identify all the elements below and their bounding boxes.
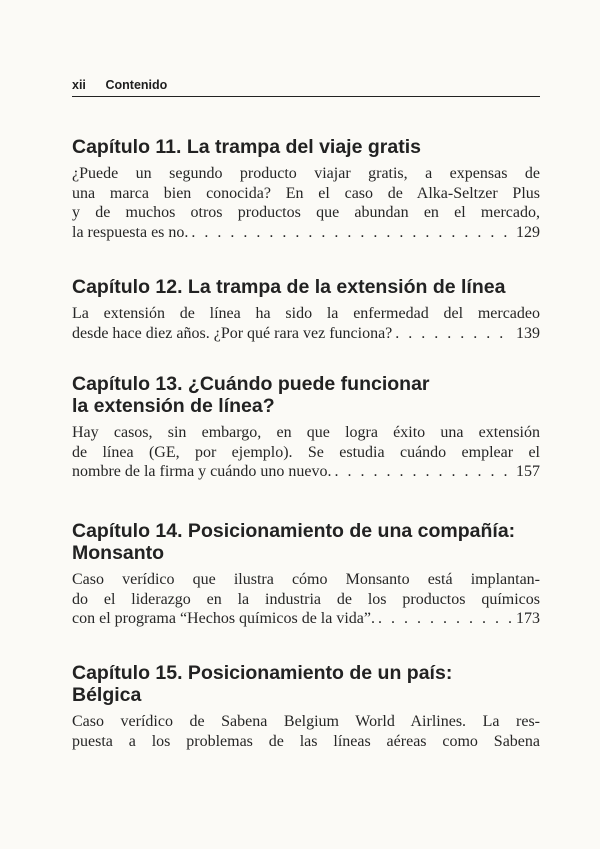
toc-entry-chapter-11 bbox=[72, 136, 540, 242]
page-number: 173 bbox=[516, 610, 540, 627]
chapter-title: Capítulo 12. La trampa de la extensión de línea bbox=[72, 276, 506, 298]
chapter-title-line: la extensión de línea? bbox=[72, 395, 275, 417]
page-number: 139 bbox=[516, 324, 540, 342]
chapter-title-line: Monsanto bbox=[72, 542, 165, 564]
chapter-summary bbox=[72, 712, 540, 751]
summary-last-line: desde hace diez años. ¿Por qué rara vez funciona? bbox=[72, 324, 393, 342]
chapter-title-line: Capítulo 13. ¿Cuándo puede funcionar bbox=[72, 373, 430, 395]
summary-line: Hay casos, sin embargo, en que logra éxito una extensión bbox=[72, 424, 540, 441]
chapter-title-line: Capítulo 14. Posicionamiento de una compañía: bbox=[72, 520, 516, 542]
chapter-title: Capítulo 11. La trampa del viaje gratis bbox=[72, 136, 421, 158]
chapter-title-line: Capítulo 15. Posicionamiento de un país: bbox=[72, 662, 453, 684]
summary-leader-line bbox=[72, 462, 540, 482]
toc-entry-chapter-13 bbox=[72, 373, 540, 482]
chapter-summary bbox=[72, 304, 540, 343]
running-head bbox=[72, 78, 540, 97]
running-head-title: Contenido bbox=[105, 78, 168, 92]
summary-last-line: la respuesta es no. bbox=[72, 223, 189, 241]
chapter-title bbox=[72, 373, 540, 417]
summary-line: y de muchos otros productos que abundan en el mercado, bbox=[72, 204, 540, 221]
summary-line: de línea (GE, por ejemplo). Se estudia cuándo emplear el bbox=[72, 443, 540, 461]
chapter-title bbox=[72, 662, 540, 706]
summary-line: do el liderazgo en la industria de los productos químicos bbox=[72, 590, 540, 608]
chapter-summary bbox=[72, 164, 540, 242]
page-number: 157 bbox=[516, 463, 540, 480]
summary-line: una marca bien conocida? En el caso de Alka-Seltzer Plus bbox=[72, 184, 540, 202]
summary-line: Caso verídico de Sabena Belgium World Airlines. La res- bbox=[72, 713, 540, 730]
toc-entry-chapter-14 bbox=[72, 520, 540, 629]
summary-last-line: nombre de la firma y cuándo uno nuevo. bbox=[72, 463, 332, 480]
dot-leader bbox=[191, 223, 513, 243]
summary-line: puesta a los problemas de las líneas aéreas como Sabena bbox=[72, 732, 540, 750]
chapter-summary bbox=[72, 423, 540, 482]
summary-line: ¿Puede un segundo producto viajar gratis, a expensas de bbox=[72, 165, 540, 182]
summary-leader-line bbox=[72, 609, 540, 629]
summary-leader-line bbox=[72, 223, 540, 243]
summary-last-line: con el programa “Hechos químicos de la vida”. bbox=[72, 610, 375, 627]
toc-entry-chapter-12 bbox=[72, 276, 540, 343]
summary-leader-line bbox=[72, 324, 540, 344]
chapter-summary bbox=[72, 570, 540, 629]
page-folio: xii bbox=[72, 78, 86, 92]
dot-leader bbox=[395, 324, 513, 344]
dot-leader bbox=[334, 462, 513, 482]
summary-line: La extensión de línea ha sido la enfermedad del mercadeo bbox=[72, 305, 540, 322]
dot-leader bbox=[378, 609, 513, 629]
chapter-title bbox=[72, 520, 540, 564]
page-number: 129 bbox=[516, 223, 540, 241]
chapter-title-line: Bélgica bbox=[72, 684, 142, 706]
summary-line: Caso verídico que ilustra cómo Monsanto está implantan- bbox=[72, 571, 540, 588]
toc-entry-chapter-15 bbox=[72, 662, 540, 751]
